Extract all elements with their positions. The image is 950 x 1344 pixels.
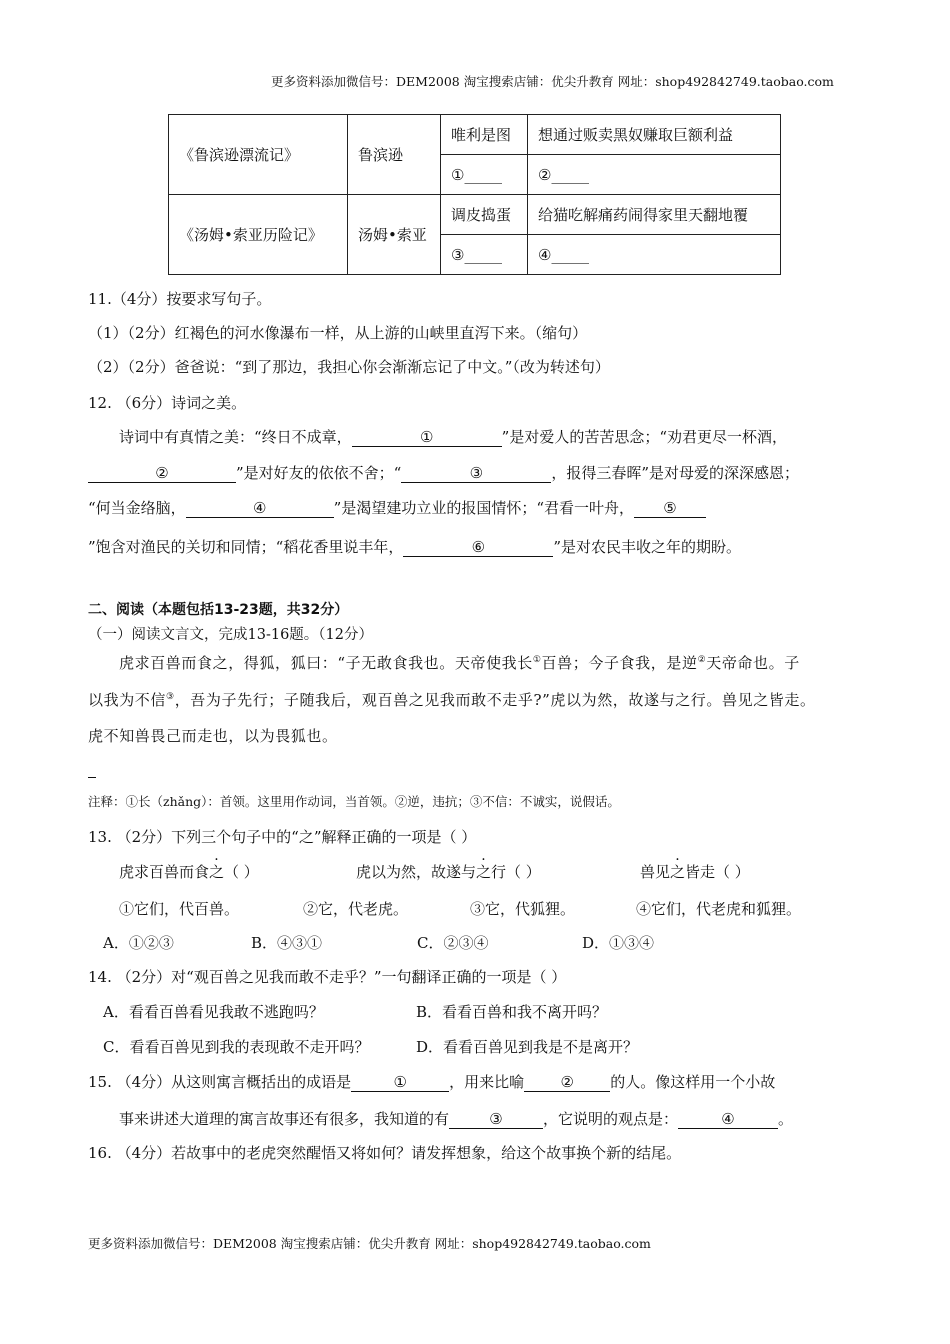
q13-bracket[interactable]: 行（ ） [491, 863, 541, 881]
q13-option-b[interactable]: B．④③① [251, 934, 323, 952]
q14-option-d[interactable]: D．看看百兽见到我是不是离开？ [416, 1038, 639, 1056]
table-cell-book: 《鲁滨逊漂流记》 [169, 115, 348, 195]
q12-line-3 [88, 497, 706, 518]
q11-sentence-1: （1）（2分）红褐色的河水像瀑布一样，从上游的山峡里直泻下来。（缩句） [88, 324, 588, 342]
annotation-note: 注释：①长（zhǎng）：首领。这里用作动词，当首领。②逆，违抗；③不信：不诚实，说假话。 [88, 794, 620, 809]
q15-blank-4[interactable]: ④ [678, 1110, 778, 1129]
q15-blank-2[interactable]: ② [524, 1073, 610, 1092]
q15-text: 。 [778, 1110, 794, 1128]
q11-sentence-2: （2）（2分）爸爸说：“到了那边，我担心你会渐渐忘记了中文。”（改为转述句） [88, 358, 610, 376]
q12-blank-5[interactable]: ⑤ [634, 499, 706, 518]
passage-text: 百兽；今子食我，是逆 [541, 654, 698, 672]
q13-sentence-2 [356, 861, 541, 882]
passage-line-2 [88, 689, 816, 710]
q14-option-c[interactable]: C．看看百兽见到我的表现敢不走开吗？ [103, 1038, 370, 1056]
footnote-mark: ② [697, 655, 707, 665]
q15-line-2 [119, 1108, 793, 1129]
q13-meaning-1: ①它们，代百兽。 [119, 900, 240, 918]
q13-option-a[interactable]: A．①②③ [103, 934, 174, 952]
q13-bracket[interactable]: （ ） [224, 863, 259, 881]
emphasis-char: 之 [209, 863, 225, 881]
q13-text: 虎以为然，故遂与 [356, 863, 477, 881]
q15-text: 事来讲述大道理的寓言故事还有很多，我知道的有 [119, 1110, 450, 1128]
q12-line-2 [88, 462, 799, 483]
q13-sentence-3 [640, 861, 750, 882]
q13-text: 兽见 [640, 863, 671, 881]
table-cell-event: 给猫吃解痛药闹得家里天翻地覆 [528, 195, 781, 235]
q12-title: 12. （6分）诗词之美。 [88, 394, 247, 412]
q12-text: ”是渴望建功立业的报国情怀；“君看一叶舟， [333, 499, 635, 517]
subsection-title: （一）阅读文言文，完成13-16题。（12分） [88, 627, 373, 643]
underscore-mark [88, 777, 96, 778]
q13-option-d[interactable]: D．①③④ [582, 934, 655, 952]
q16-title: 16. （4分）若故事中的老虎突然醒悟又将如何？请发挥想象，给这个故事换个新的结尾。 [88, 1144, 682, 1162]
q14-option-a[interactable]: A．看看百兽看见我敢不逃跑吗？ [103, 1003, 324, 1021]
book-character-table [168, 114, 781, 275]
q15-blank-1[interactable]: ① [351, 1073, 449, 1092]
table-cell-trait-blank[interactable]: ③_____ [441, 235, 528, 275]
passage-text: 虎求百兽而食之，得狐，狐曰：“子无敢食我也。天帝使我长 [119, 654, 533, 672]
q12-line-1 [119, 426, 787, 447]
table-cell-character: 鲁滨逊 [348, 115, 441, 195]
q15-blank-3[interactable]: ③ [449, 1110, 543, 1129]
q12-blank-6[interactable]: ⑥ [403, 538, 553, 557]
q14-title: 14. （2分）对“观百兽之见我而敢不走乎？”一句翻译正确的一项是（ ） [88, 968, 567, 986]
table-cell-trait: 调皮捣蛋 [441, 195, 528, 235]
passage-line-3: 虎不知兽畏己而走也，以为畏狐也。 [88, 727, 338, 745]
page-footer: 更多资料添加微信号：DEM2008 淘宝搜索店铺：优尖升教育 网址：shop492842749.taobao.com [88, 1236, 651, 1251]
q13-meaning-3: ③它，代狐狸。 [470, 900, 576, 918]
table-cell-event: 想通过贩卖黑奴赚取巨额利益 [528, 115, 781, 155]
q13-option-c[interactable]: C．②③④ [417, 934, 489, 952]
q15-text: 15. （4分）从这则寓言概括出的成语是 [88, 1073, 352, 1091]
emphasis-char: 之 [670, 863, 686, 881]
q12-text: ”饱含对渔民的关切和同情；“稻花香里说丰年， [88, 538, 404, 556]
table-cell-event-blank[interactable]: ④_____ [528, 235, 781, 275]
table-cell-trait-blank[interactable]: ①_____ [441, 155, 528, 195]
table-cell-trait: 唯利是图 [441, 115, 528, 155]
q12-text: “何当金络脑， [88, 499, 186, 517]
q13-sentence-1 [119, 861, 259, 882]
q14-option-b[interactable]: B．看看百兽和我不离开吗？ [416, 1003, 608, 1021]
q15-line-1 [88, 1071, 775, 1092]
q12-text: ”是对好友的依依不舍；“ [236, 464, 402, 482]
q12-text: ”是对爱人的苦苦思念；“劝君更尽一杯酒， [501, 428, 788, 446]
footnote-mark: ① [532, 655, 542, 665]
footnote-mark: ③ [166, 692, 175, 702]
q11-title: 11.（4分）按要求写句子。 [88, 290, 272, 308]
q13-meaning-4: ④它们，代老虎和狐狸。 [636, 900, 802, 918]
q13-text: 虎求百兽而食 [119, 863, 210, 881]
passage-text: ，吾为子先行；子随我后，观百兽之见我而敢不走乎?”虎以为然，故遂与之行。兽见之皆走。 [174, 691, 816, 709]
q12-text: ”是对农民丰收之年的期盼。 [553, 538, 742, 556]
table-cell-character: 汤姆•索亚 [348, 195, 441, 275]
page-header: 更多资料添加微信号：DEM2008 淘宝搜索店铺：优尖升教育 网址：shop492842749.taobao.com [271, 74, 834, 89]
q12-blank-2[interactable]: ② [88, 464, 236, 483]
q12-blank-1[interactable]: ① [352, 428, 502, 447]
table-cell-book: 《汤姆•索亚历险记》 [169, 195, 348, 275]
table-cell-event-blank[interactable]: ②_____ [528, 155, 781, 195]
q12-line-4 [88, 536, 741, 557]
section-title: 二、阅读（本题包括13-23题，共32分） [88, 602, 349, 618]
q15-text: ，它说明的观点是： [543, 1110, 679, 1128]
q15-text: ，用来比喻 [449, 1073, 525, 1091]
emphasis-char: 之 [476, 863, 492, 881]
q13-title: 13. （2分）下列三个句子中的“之”解释正确的一项是（ ） [88, 828, 477, 846]
q12-text: 诗词中有真情之美：“终日不成章， [119, 428, 352, 446]
q12-blank-3[interactable]: ③ [401, 464, 551, 483]
passage-line-1 [119, 652, 800, 673]
q12-blank-4[interactable]: ④ [186, 499, 334, 518]
q15-text: 的人。像这样用一个小故 [610, 1073, 776, 1091]
q13-bracket[interactable]: 皆走（ ） [685, 863, 750, 881]
passage-text: 天帝命也。子 [706, 654, 800, 672]
passage-text: 以我为不信 [88, 691, 167, 709]
q13-meaning-2: ②它，代老虎。 [303, 900, 409, 918]
q12-text: ，报得三春晖”是对母爱的深深感恩； [551, 464, 800, 482]
